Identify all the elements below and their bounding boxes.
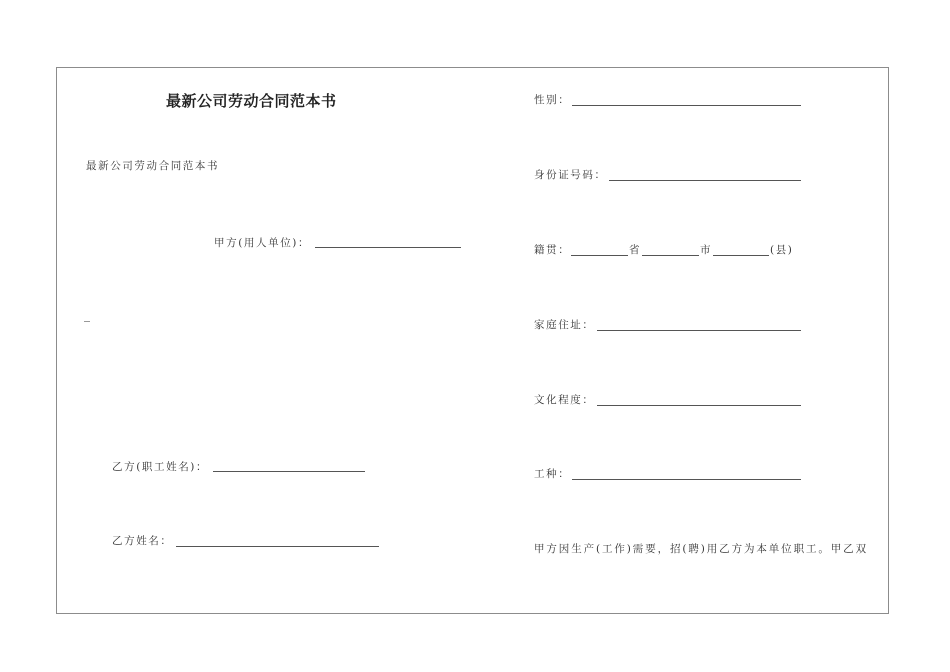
province-label: 省	[629, 244, 642, 256]
gender-blank-line	[572, 105, 801, 106]
document-subtitle: 最新公司劳动合同范本书	[86, 160, 220, 172]
city-label: 市	[700, 244, 713, 256]
home-address-blank-line	[597, 330, 801, 331]
county-blank-line	[713, 255, 769, 256]
party-b-label: 乙方(职工姓名)：	[112, 461, 209, 473]
education-label: 文化程度：	[534, 394, 595, 406]
party-b-name-label: 乙方姓名：	[112, 535, 173, 547]
job-type-blank-line	[572, 479, 801, 480]
party-b-blank-line	[213, 471, 365, 472]
id-number-label: 身份证号码：	[534, 169, 607, 181]
stray-dash	[84, 321, 90, 322]
page-frame	[56, 67, 889, 614]
county-label: (县)	[770, 244, 794, 256]
party-a-label: 甲方(用人单位)：	[214, 237, 311, 249]
province-blank-line	[571, 255, 628, 256]
home-address-label: 家庭住址：	[534, 319, 595, 331]
party-a-blank-line	[315, 247, 461, 248]
document-title: 最新公司劳动合同范本书	[166, 92, 337, 110]
gender-label: 性别：	[534, 94, 571, 106]
city-blank-line	[642, 255, 699, 256]
id-number-blank-line	[609, 180, 801, 181]
party-b-name-blank-line	[176, 546, 379, 547]
intro-paragraph: 甲方因生产(工作)需要，招(聘)用乙方为本单位职工。甲乙双	[534, 543, 868, 555]
education-blank-line	[597, 405, 801, 406]
job-type-label: 工种：	[534, 468, 571, 480]
native-place-label: 籍贯：	[534, 244, 571, 256]
